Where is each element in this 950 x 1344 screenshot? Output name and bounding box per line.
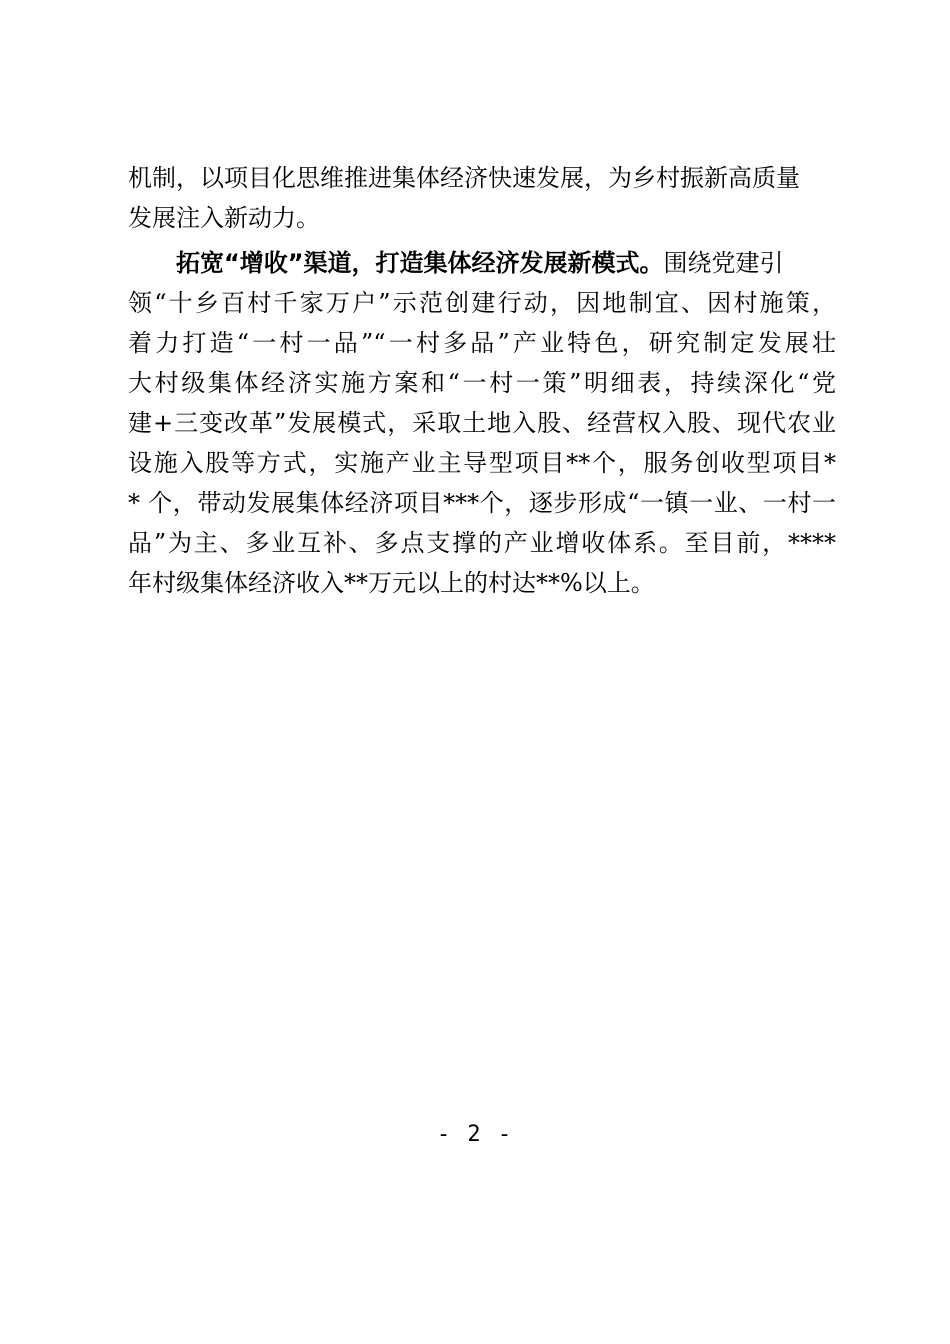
paragraph-heading: 拓宽“增收”渠道，打造集体经济发展新模式。 xyxy=(176,249,664,277)
paragraph-continuation xyxy=(128,158,836,238)
text-line-first xyxy=(128,243,836,283)
page-number: - 2 - xyxy=(436,1122,514,1147)
text-line: 品”为主、多业互补、多点支撑的产业增收体系。至目前，**** xyxy=(128,529,836,557)
text-line: 领“十乡百村千家万户”示范创建行动，因地制宜、因村施策， xyxy=(128,289,836,317)
text-line: 大村级集体经济实施方案和“一村一策”明细表，持续深化“党 xyxy=(128,369,836,397)
text-line: 机制，以项目化思维推进集体经济快速发展，为乡村振新高质量 xyxy=(128,164,800,192)
text-line: * 个，带动发展集体经济项目***个，逐步形成“一镇一业、一村一 xyxy=(128,489,836,517)
text-line: 设施入股等方式，实施产业主导型项目**个，服务创收型项目* xyxy=(128,449,836,477)
text-line-last: 年村级集体经济收入**万元以上的村达**%以上。 xyxy=(128,569,655,597)
paragraph-income-channels xyxy=(128,243,836,603)
text-fragment: 围绕党建引 xyxy=(663,249,784,277)
text-line: 发展注入新动力。 xyxy=(128,204,320,232)
text-line: 建+三变改革”发展模式，采取土地入股、经营权入股、现代农业 xyxy=(128,409,836,437)
text-line: 着力打造“一村一品”“一村多品”产业特色，研究制定发展壮 xyxy=(128,329,836,357)
